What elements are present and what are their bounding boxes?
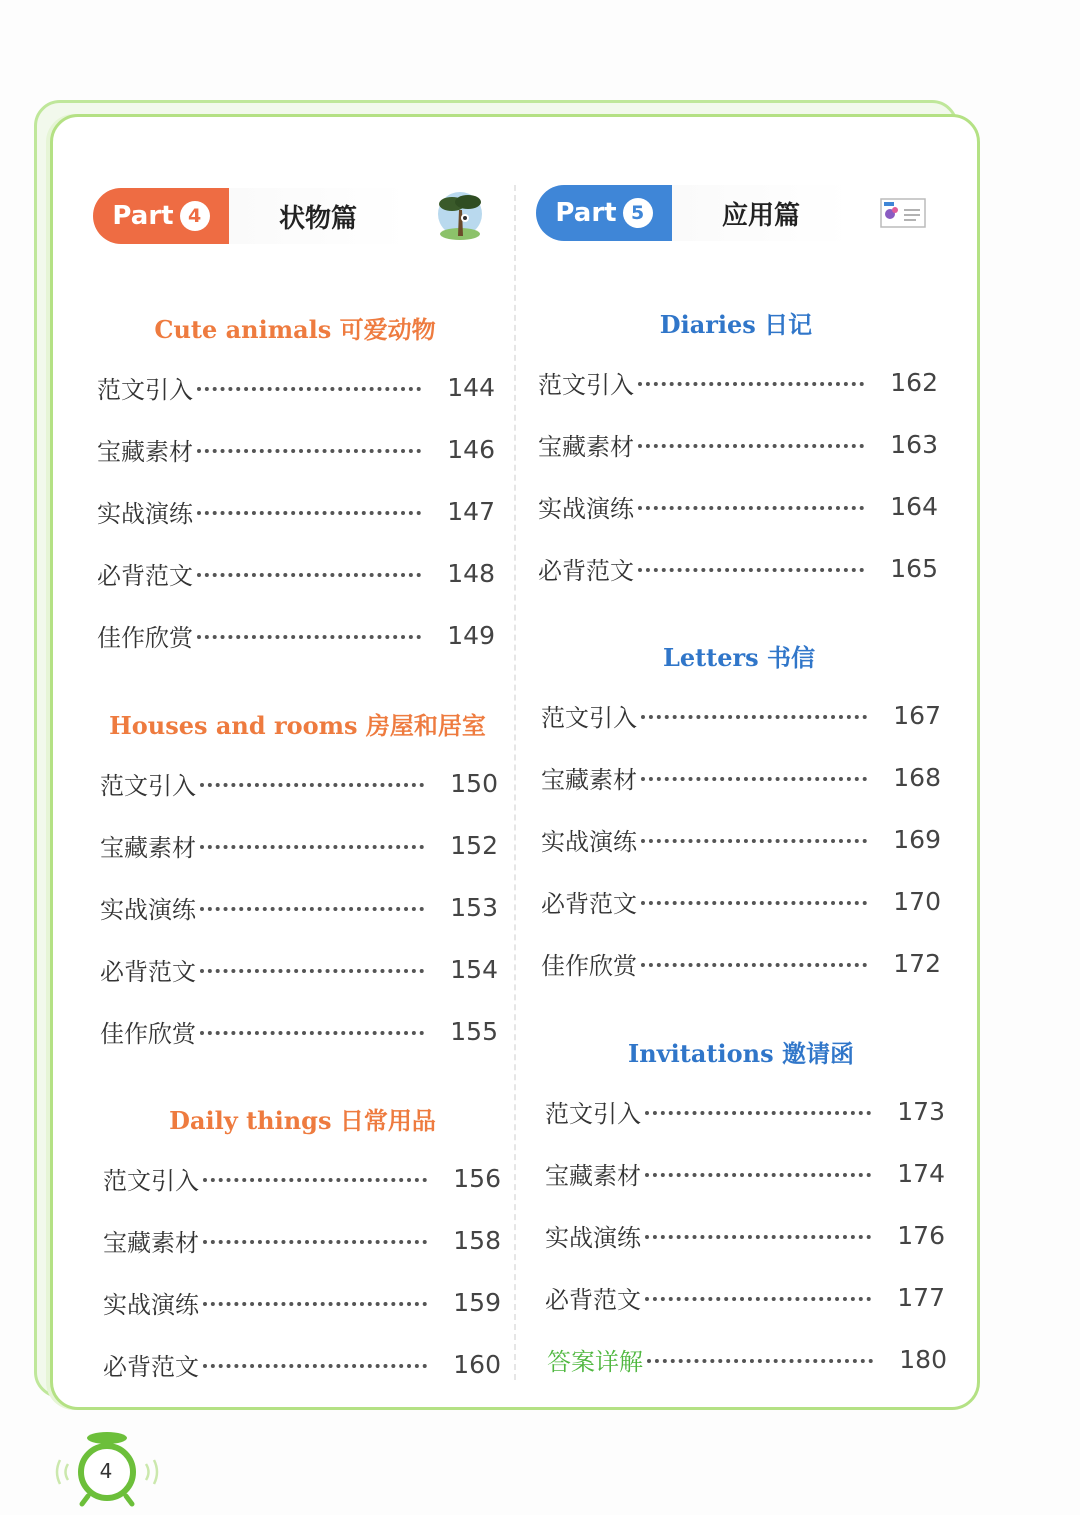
toc-row[interactable] [100, 828, 498, 862]
dot-leader [638, 506, 864, 510]
dot-leader [200, 969, 424, 973]
toc-label: 范文引入 [97, 375, 193, 404]
part-number: 5 [623, 198, 653, 228]
toc-row[interactable] [545, 1156, 945, 1190]
toc-label: 实战演练 [97, 499, 193, 528]
toc-row[interactable] [100, 1014, 498, 1048]
toc-page: 170 [893, 886, 941, 916]
section-title-diaries: Diaries 日记 [659, 310, 813, 339]
section-title-cute-animals: Cute animals 可爱动物 [154, 315, 436, 344]
section-title-letters: Letters 书信 [662, 643, 816, 672]
toc-row[interactable] [541, 884, 941, 918]
section-title-daily-things: Daily things 日常用品 [169, 1106, 436, 1135]
dot-leader [197, 573, 421, 577]
dot-leader [203, 1364, 427, 1368]
toc-label: 范文引入 [541, 703, 637, 732]
toc-row[interactable] [538, 427, 938, 461]
toc-page: 154 [450, 954, 498, 984]
part-number: 4 [180, 201, 210, 231]
toc-row[interactable] [541, 822, 941, 856]
toc-row[interactable] [538, 365, 938, 399]
dot-leader [200, 1031, 424, 1035]
section-title-houses-and-rooms: Houses and rooms 房屋和居室 [109, 711, 486, 740]
section-title-invitations: Invitations 邀请函 [628, 1039, 854, 1068]
dot-leader [203, 1302, 427, 1306]
toc-page: 174 [897, 1158, 945, 1188]
dot-leader [203, 1240, 427, 1244]
toc-page: 147 [447, 496, 495, 526]
toc-page: 149 [447, 620, 495, 650]
toc-label: 范文引入 [538, 370, 634, 399]
toc-row[interactable] [97, 432, 495, 466]
dot-leader [645, 1173, 871, 1177]
part-label: Part [555, 198, 617, 228]
envelope-icon [880, 198, 926, 228]
toc-label: 宝藏素材 [103, 1228, 199, 1257]
toc-page: 162 [890, 367, 938, 397]
toc-page: 153 [450, 892, 498, 922]
toc-label: 实战演练 [100, 895, 196, 924]
toc-page: 180 [899, 1344, 947, 1374]
toc-label: 必背范文 [97, 561, 193, 590]
dot-leader [645, 1111, 871, 1115]
toc-page: 159 [453, 1287, 501, 1317]
toc-label: 宝藏素材 [538, 432, 634, 461]
dot-leader [197, 635, 421, 639]
toc-label: 佳作欣赏 [541, 951, 637, 980]
part-label: Part [112, 201, 174, 231]
toc-row[interactable] [545, 1218, 945, 1252]
dot-leader [641, 901, 867, 905]
toc-label: 实战演练 [538, 494, 634, 523]
dot-leader [641, 839, 867, 843]
toc-row[interactable] [545, 1280, 945, 1314]
toc-page: 164 [890, 491, 938, 521]
toc-row[interactable] [545, 1094, 945, 1128]
dot-leader [203, 1178, 427, 1182]
toc-row[interactable] [541, 698, 941, 732]
toc-row[interactable] [97, 556, 495, 590]
toc-label: 宝藏素材 [100, 833, 196, 862]
toc-row[interactable] [103, 1347, 501, 1381]
toc-page: 169 [893, 824, 941, 854]
page-number: 4 [99, 1459, 113, 1483]
toc-page: 177 [897, 1282, 945, 1312]
toc-label: 范文引入 [100, 771, 196, 800]
column-divider [514, 185, 516, 1380]
toc-label: 实战演练 [545, 1223, 641, 1252]
tree-icon [432, 190, 488, 242]
dot-leader [197, 449, 421, 453]
dot-leader [647, 1359, 873, 1363]
part-5-badge [536, 185, 672, 241]
dot-leader [645, 1297, 871, 1301]
toc-page: 144 [447, 372, 495, 402]
dot-leader [641, 963, 867, 967]
toc-label: 范文引入 [545, 1099, 641, 1128]
toc-label: 必背范文 [538, 556, 634, 585]
dot-leader [200, 907, 424, 911]
toc-label: 必背范文 [545, 1285, 641, 1314]
toc-page: 167 [893, 700, 941, 730]
toc-label: 实战演练 [541, 827, 637, 856]
dot-leader [638, 444, 864, 448]
toc-row[interactable] [103, 1223, 501, 1257]
toc-page: 146 [447, 434, 495, 464]
toc-label: 必背范文 [100, 957, 196, 986]
toc-row[interactable] [97, 494, 495, 528]
dot-leader [641, 777, 867, 781]
toc-label: 实战演练 [103, 1290, 199, 1319]
part-4-title: 状物篇 [229, 188, 409, 244]
toc-row[interactable] [100, 890, 498, 924]
dot-leader [638, 382, 864, 386]
part-4-badge [93, 188, 229, 244]
toc-label: 佳作欣赏 [100, 1019, 196, 1048]
toc-label: 答案详解 [547, 1347, 643, 1376]
toc-row[interactable] [103, 1285, 501, 1319]
toc-page: 172 [893, 948, 941, 978]
toc-label: 范文引入 [103, 1166, 199, 1195]
toc-page: 176 [897, 1220, 945, 1250]
toc-row[interactable] [103, 1161, 501, 1195]
toc-label: 宝藏素材 [541, 765, 637, 794]
toc-row[interactable] [541, 760, 941, 794]
part-5-title: 应用篇 [672, 185, 852, 241]
toc-label: 佳作欣赏 [97, 623, 193, 652]
toc-page: 152 [450, 830, 498, 860]
toc-page: 168 [893, 762, 941, 792]
dot-leader [200, 845, 424, 849]
toc-page: 173 [897, 1096, 945, 1126]
dot-leader [645, 1235, 871, 1239]
toc-row[interactable] [97, 618, 495, 652]
toc-label: 必背范文 [103, 1352, 199, 1381]
toc-label: 宝藏素材 [545, 1161, 641, 1190]
toc-row[interactable] [538, 489, 938, 523]
toc-page: 158 [453, 1225, 501, 1255]
toc-row[interactable] [538, 551, 938, 585]
toc-page: 150 [450, 768, 498, 798]
dot-leader [200, 783, 424, 787]
toc-page: 160 [453, 1349, 501, 1379]
toc-page: 148 [447, 558, 495, 588]
dot-leader [197, 511, 421, 515]
dot-leader [638, 568, 864, 572]
toc-page: 163 [890, 429, 938, 459]
dot-leader [197, 387, 421, 391]
toc-row[interactable] [541, 946, 941, 980]
toc-row[interactable] [100, 952, 498, 986]
toc-label: 必背范文 [541, 889, 637, 918]
toc-row[interactable] [97, 370, 495, 404]
toc-page: 165 [890, 553, 938, 583]
toc-label: 宝藏素材 [97, 437, 193, 466]
dot-leader [641, 715, 867, 719]
toc-row-answers[interactable] [547, 1342, 947, 1376]
toc-page: 155 [450, 1016, 498, 1046]
toc-row[interactable] [100, 766, 498, 800]
toc-page: 156 [453, 1163, 501, 1193]
